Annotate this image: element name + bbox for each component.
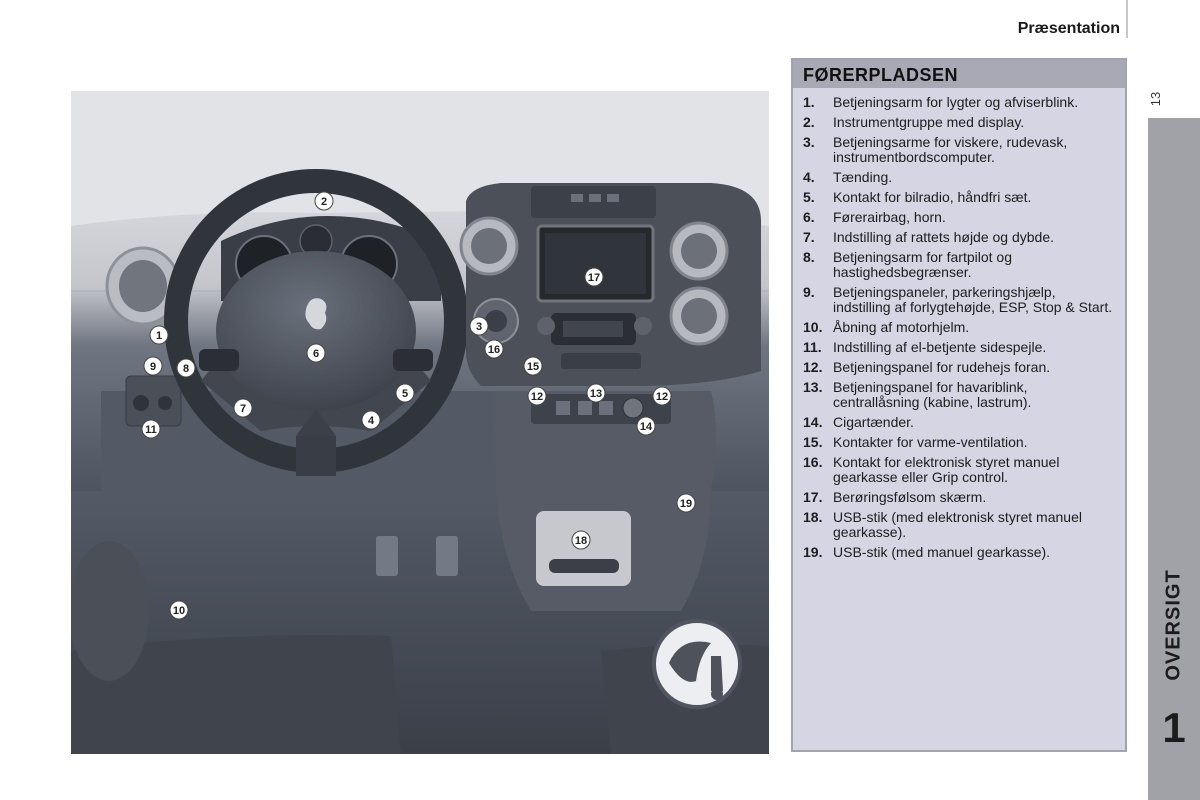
list-item <box>803 285 1117 315</box>
climate-buttons <box>561 353 641 369</box>
chapter-number: 1 <box>1162 704 1186 751</box>
list-item <box>803 135 1117 165</box>
list-item <box>803 320 1117 335</box>
chapter-tab-label-text: OVERSIGT <box>1162 569 1185 681</box>
callout-marker <box>485 340 503 358</box>
callout-number: 13 <box>589 388 603 400</box>
callout-number: 10 <box>172 605 186 617</box>
list-item <box>803 170 1117 185</box>
pedal <box>376 536 398 576</box>
list-item <box>803 340 1117 355</box>
list-item-text: USB-stik (med elektronisk styret manuel gearkasse). <box>833 509 1082 540</box>
list-item-text: Betjeningspanel for havariblink, centrallåsning (kabine, lastrum). <box>833 379 1032 410</box>
callout-marker <box>396 384 414 402</box>
list-item <box>803 115 1117 130</box>
list-item-text: Betjeningspanel for rudehejs foran. <box>833 359 1051 375</box>
list-item-text: Førerairbag, horn. <box>833 209 946 225</box>
list-item-text: Betjeningsarm for fartpilot og hastighedsbegrænser. <box>833 249 1012 280</box>
list-item-number: 3. <box>803 134 815 150</box>
box-title: FØRERPLADSEN <box>793 60 1125 88</box>
dashboard-photo <box>71 91 769 754</box>
callout-marker <box>142 420 160 438</box>
callout-marker <box>653 387 671 405</box>
steering-wheel-hub <box>216 251 416 411</box>
list-item-number: 4. <box>803 169 815 185</box>
list-item <box>803 190 1117 205</box>
list-item-text: Berøringsfølsom skærm. <box>833 489 987 505</box>
callout-marker <box>528 387 546 405</box>
callout-number: 12 <box>530 391 544 403</box>
list-item-number: 5. <box>803 189 815 205</box>
callout-number: 11 <box>145 424 157 436</box>
list-item <box>803 380 1117 410</box>
callout-marker <box>585 268 603 286</box>
callout-marker <box>362 411 380 429</box>
list-item-text: Betjeningsarme for viskere, rudevask, instrumentbordscomputer. <box>833 134 1068 165</box>
list-item-text: Indstilling af el-betjente sidespejle. <box>833 339 1047 355</box>
list-item-text: Kontakter for varme-ventilation. <box>833 434 1028 450</box>
list-item <box>803 230 1117 245</box>
list-item <box>803 455 1117 485</box>
list-item-text: Instrumentgruppe med display. <box>833 114 1025 130</box>
controls-info-box <box>791 58 1127 752</box>
list-item-number: 8. <box>803 249 815 265</box>
list-item-text: Betjeningspaneler, parkeringshjælp, indstilling af forlygtehøjde, ESP, Stop & Start. <box>833 284 1113 315</box>
callout-marker <box>637 417 655 435</box>
callout-number: 7 <box>239 403 247 415</box>
list-item <box>803 415 1117 430</box>
chapter-side-tab <box>1148 118 1200 800</box>
callout-marker <box>234 399 252 417</box>
callout-number: 17 <box>587 272 601 284</box>
list-item-text: Kontakt for elektronisk styret manuel gearkasse eller Grip control. <box>833 454 1060 485</box>
list-item-number: 15. <box>803 434 823 450</box>
callout-marker <box>170 601 188 619</box>
page-header-title: Præsentation <box>1017 20 1120 37</box>
list-item-text: Cigartænder. <box>833 414 914 430</box>
callout-marker <box>524 357 542 375</box>
callout-marker <box>150 326 168 344</box>
list-item-number: 13. <box>803 379 823 395</box>
list-item-number: 18. <box>803 509 823 525</box>
page-number: 13 <box>1148 91 1163 107</box>
header-divider <box>1126 0 1128 38</box>
callout-marker <box>572 531 590 549</box>
callout-number: 12 <box>655 391 669 403</box>
dashboard-illustration <box>71 91 769 754</box>
callout-number: 2 <box>320 196 328 208</box>
list-item-number: 7. <box>803 229 815 245</box>
callout-number: 18 <box>574 535 588 547</box>
callout-marker <box>470 317 488 335</box>
callout-number: 5 <box>401 388 409 400</box>
list-item-number: 17. <box>803 489 823 505</box>
list-item-text: Kontakt for bilradio, håndfri sæt. <box>833 189 1032 205</box>
list-item <box>803 360 1117 375</box>
list-item-number: 12. <box>803 359 823 375</box>
list-item <box>803 435 1117 450</box>
callout-number: 15 <box>526 361 540 373</box>
callout-number: 19 <box>679 498 693 510</box>
list-item-number: 10. <box>803 319 823 335</box>
list-item-number: 14. <box>803 414 823 430</box>
list-item <box>803 545 1117 560</box>
callout-number: 4 <box>367 415 375 427</box>
callout-number: 6 <box>312 348 320 360</box>
callout-number: 1 <box>155 330 163 342</box>
list-item-text: Åbning af motorhjelm. <box>833 319 970 335</box>
list-item-number: 16. <box>803 454 823 470</box>
left-stalk <box>199 349 239 371</box>
list-item-number: 11. <box>803 339 822 355</box>
list-item-text: Betjeningsarm for lygter og afviserblink. <box>833 94 1079 110</box>
list-item <box>803 510 1117 540</box>
callout-marker <box>307 344 325 362</box>
left-air-vent-inner <box>119 260 167 312</box>
list-item-text: Indstilling af rattets højde og dybde. <box>833 229 1055 245</box>
list-item <box>803 95 1117 110</box>
callout-marker <box>677 494 695 512</box>
callout-number: 14 <box>639 421 653 433</box>
callout-marker <box>587 384 605 402</box>
chapter-tab-label <box>1148 560 1200 690</box>
list-item-number: 19. <box>803 544 823 560</box>
list-item <box>803 250 1117 280</box>
list-item-number: 6. <box>803 209 815 225</box>
door-speaker <box>71 541 149 681</box>
callout-marker <box>177 359 195 377</box>
list-item-number: 9. <box>803 284 815 300</box>
list-item-number: 2. <box>803 114 815 130</box>
callout-number: 9 <box>149 361 157 373</box>
list-item-text: Tænding. <box>833 169 893 185</box>
callout-number: 16 <box>487 344 501 356</box>
right-stalk <box>393 349 433 371</box>
list-item-text: USB-stik (med manuel gearkasse). <box>833 544 1051 560</box>
controls-list <box>793 88 1125 560</box>
callout-marker <box>144 357 162 375</box>
list-item <box>803 490 1117 505</box>
callout-number: 8 <box>182 363 190 375</box>
pedal <box>436 536 458 576</box>
callout-number: 3 <box>475 321 483 333</box>
list-item-number: 1. <box>803 94 815 110</box>
callout-marker <box>315 192 333 210</box>
list-item <box>803 210 1117 225</box>
